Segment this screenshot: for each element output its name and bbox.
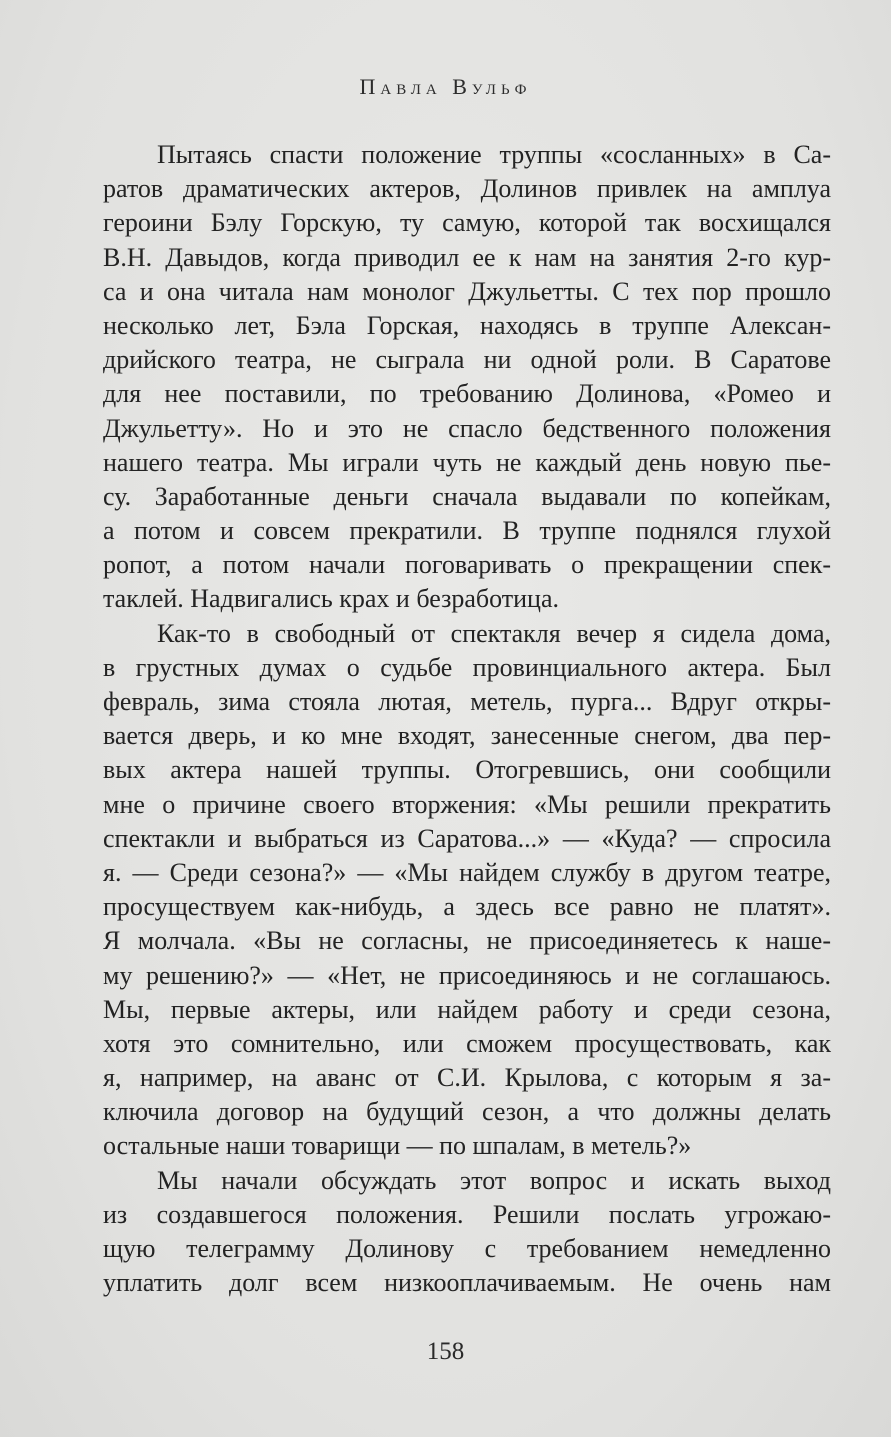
text-line: спектакли и выбраться из Саратова...» — «Куда? — спросила: [103, 823, 831, 853]
text-line: ропот, а потом начали поговаривать о прекращении спек-: [103, 550, 831, 580]
text-line: я, например, на аванс от С.И. Крылова, с которым я за-: [103, 1063, 831, 1093]
paragraph: [103, 617, 831, 1164]
text-line: вых актера нашей труппы. Отогревшись, они сообщили: [103, 755, 831, 785]
text-line: просуществуем как-нибудь, а здесь все равно не платят».: [103, 892, 831, 922]
text-line: нашего театра. Мы играли чуть не каждый день новую пье-: [103, 447, 831, 477]
text-line: Как-то в свободный от спектакля вечер я сидела дома,: [157, 618, 831, 648]
text-line: Пытаясь спасти положение труппы «сосланных» в Са-: [157, 140, 831, 169]
text-line: Мы начали обсуждать этот вопрос и искать выход: [157, 1165, 831, 1195]
text-line: в грустных думах о судьбе провинциального актера. Был: [103, 652, 831, 682]
paragraph: [103, 138, 831, 617]
text-line: са и она читала нам монолог Джульетты. С тех пор прошло: [103, 276, 831, 306]
text-line: февраль, зима стояла лютая, метель, пурга... Вдруг откры-: [103, 687, 831, 716]
text-line: ратов драматических актеров, Долинов привлек на амплуа: [103, 174, 831, 204]
text-line: несколько лет, Бэла Горская, находясь в труппе Алексан-: [103, 310, 831, 340]
text-line: героини Бэлу Горскую, ту самую, которой так восхищался: [103, 208, 831, 238]
text-line: Джульетту». Но и это не спасло бедственного положения: [103, 413, 831, 443]
text-line: остальные наши товарищи — по шпалам, в метель?»: [103, 1131, 692, 1161]
text-line: мне о причине своего вторжения: «Мы решили прекратить: [103, 789, 831, 819]
paragraph: [103, 1164, 831, 1301]
running-header: Павла Вульф: [359, 74, 532, 99]
text-line: Я молчала. «Вы не согласны, не присоединяетесь к наше-: [103, 926, 831, 956]
text-line: дрийского театра, не сыграла ни одной роли. В Саратове: [103, 345, 831, 375]
text-line: таклей. Надвигались крах и безработица.: [103, 584, 559, 614]
text-line: а потом и совсем прекратили. В труппе поднялся глухой: [103, 516, 831, 546]
page-number: 158: [426, 1338, 465, 1365]
text-line: щую телеграмму Долинову с требованием немедленно: [103, 1234, 831, 1263]
text-line: В.Н. Давыдов, когда приводил ее к нам на занятия 2-го кур-: [103, 242, 831, 272]
text-line: для нее поставили, по требованию Долинова, «Ромео и: [103, 379, 831, 409]
text-line: вается дверь, и ко мне входят, занесенные снегом, два пер-: [103, 721, 831, 751]
body-text: [103, 138, 831, 1300]
text-line: Мы, первые актеры, или найдем работу и среди сезона,: [103, 994, 831, 1024]
text-line: ключила договор на будущий сезон, а что должны делать: [103, 1097, 831, 1127]
text-line: из создавшегося положения. Решили послать угрожаю-: [103, 1199, 831, 1229]
text-line: хотя это сомнительно, или сможем просуществовать, как: [103, 1028, 831, 1058]
text-line: му решению?» — «Нет, не присоединяюсь и не соглашаюсь.: [103, 960, 831, 990]
text-line: я. — Среди сезона?» — «Мы найдем службу в другом театре,: [103, 857, 831, 887]
text-line: уплатить долг всем низкооплачиваемым. Не очень нам: [103, 1268, 831, 1298]
text-line: су. Заработанные деньги сначала выдавали по копейкам,: [103, 481, 831, 511]
